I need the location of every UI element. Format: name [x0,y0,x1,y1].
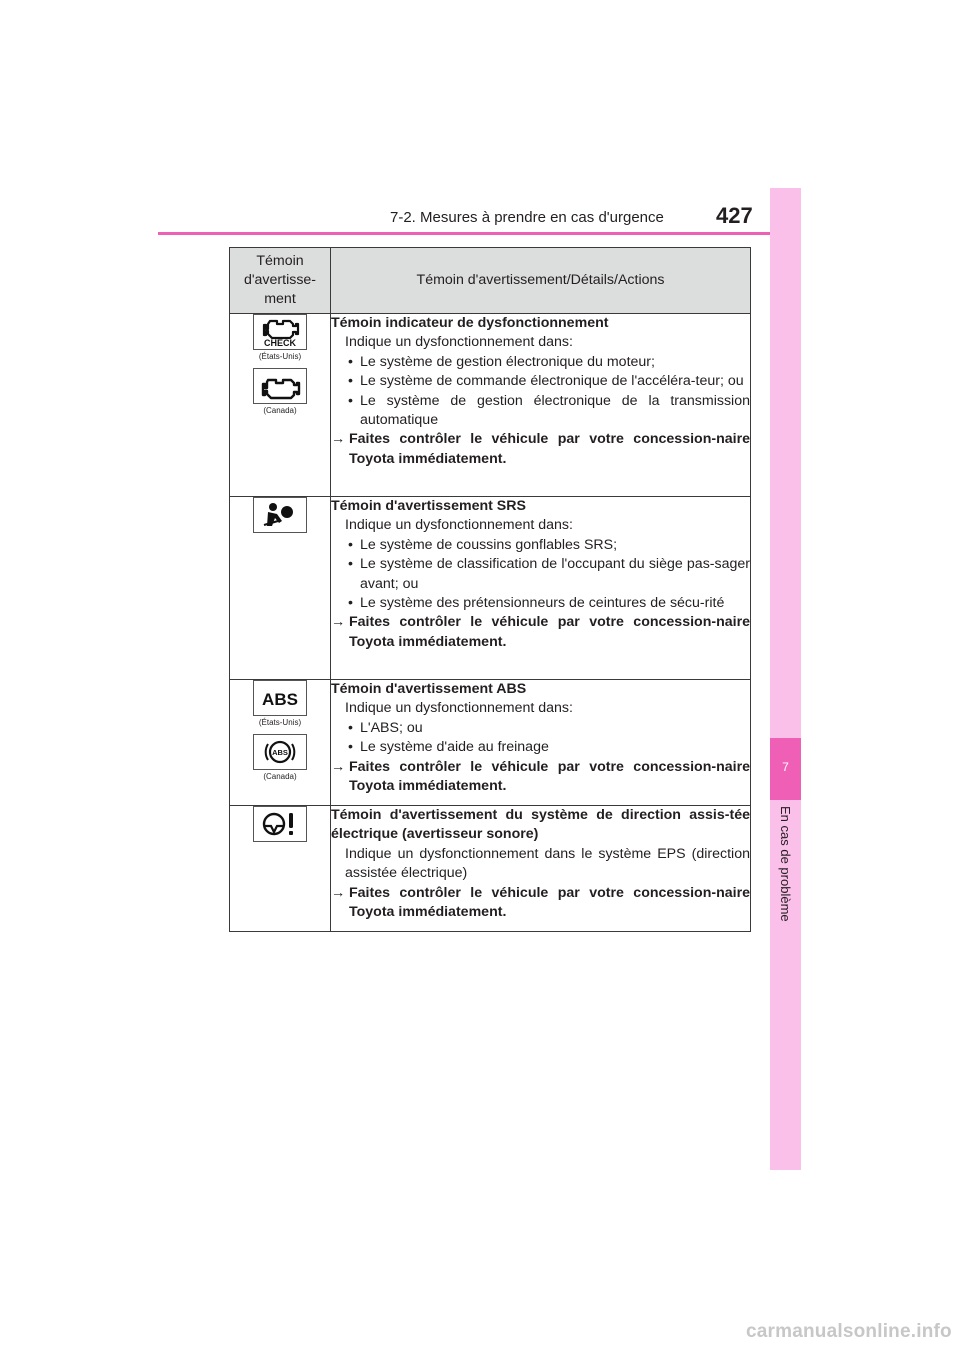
list-item: • Le système de classification de l'occupant du siège pas-sager avant; ou [331,555,750,594]
chapter-title: En cas de problème [778,806,793,922]
arrow-icon: → [331,431,346,448]
list-item: • Le système d'aide au freinage [331,738,750,757]
action-text: Faites contrôler le véhicule par votre concession-naire Toyota immédiatement. [349,431,750,467]
icon-caption: (États-Unis) [258,352,302,361]
action-line [331,613,750,652]
list-item: • Le système des prétensionneurs de ceintures de sécu-rité [331,594,750,613]
check-engine-icon [253,314,307,350]
action-line [331,884,750,923]
warning-intro: Indique un dysfonctionnement dans: [345,700,573,717]
abs-text-icon [253,680,307,716]
list-item: • Le système de gestion électronique de la transmission automatique [331,392,750,431]
details-cell [331,314,751,497]
warning-title: Témoin d'avertissement du système de direction assis-tée électrique (avertisseur sonore) [331,807,750,843]
icon-caption: (Canada) [263,772,297,781]
list-item: • Le système de commande électronique de l'accéléra-teur; ou [331,372,750,391]
warning-intro: Indique un dysfonctionnement dans: [345,517,573,534]
abs-text-icon-text: ABS [262,690,298,709]
details-cell [331,680,751,806]
action-line [331,430,750,469]
check-engine-icon-text: CHECK [263,338,297,348]
arrow-icon: → [331,884,346,901]
warning-lights-table [229,247,751,932]
warning-title: Témoin d'avertissement ABS [331,681,527,697]
engine-icon [253,368,307,404]
watermark: carmanualsonline.info [746,1321,952,1342]
col-header-details: Témoin d'avertissement/Détails/Actions [331,248,751,314]
col-header-light: Témoin d'avertisse-ment [230,248,331,314]
action-text: Faites contrôler le véhicule par votre concession-naire Toyota immédiatement. [349,884,750,921]
chapter-number: 7 [782,760,789,774]
table-row [230,314,751,497]
section-title: 7-2. Mesures à prendre en cas d'urgence [390,209,664,226]
table-row [230,806,751,932]
details-cell [331,806,751,932]
table-header-row [230,248,751,314]
warning-intro: Indique un dysfonctionnement dans: [345,334,573,351]
list-item: • Le système de coussins gonflables SRS; [331,536,750,555]
icon-cell [230,497,331,680]
page-number: 427 [716,203,753,228]
icon-cell [230,680,331,806]
abs-circle-icon-text: ABS [272,748,288,757]
abs-circle-icon [253,734,307,770]
details-cell [331,497,751,680]
list-item: • L'ABS; ou [331,719,750,738]
eps-steering-icon [253,806,307,842]
warning-title: Témoin indicateur de dysfonctionnement [331,315,609,331]
srs-airbag-icon [253,497,307,533]
action-text: Faites contrôler le véhicule par votre concession-naire Toyota immédiatement. [349,758,750,795]
warning-intro: Indique un dysfonctionnement dans le système EPS (direction assistée électrique) [345,845,750,882]
icon-cell [230,314,331,497]
table-row [230,680,751,806]
icon-caption: (États-Unis) [258,718,302,727]
arrow-icon: → [331,614,346,631]
side-tab [770,188,801,1170]
icon-caption: (Canada) [263,406,297,415]
action-line [331,758,750,797]
table-row [230,497,751,680]
action-text: Faites contrôler le véhicule par votre concession-naire Toyota immédiatement. [349,614,750,650]
header-rule [158,232,800,235]
icon-cell [230,806,331,932]
warning-title: Témoin d'avertissement SRS [331,498,526,514]
list-item: • Le système de gestion électronique du moteur; [331,353,750,372]
arrow-icon: → [331,758,346,775]
